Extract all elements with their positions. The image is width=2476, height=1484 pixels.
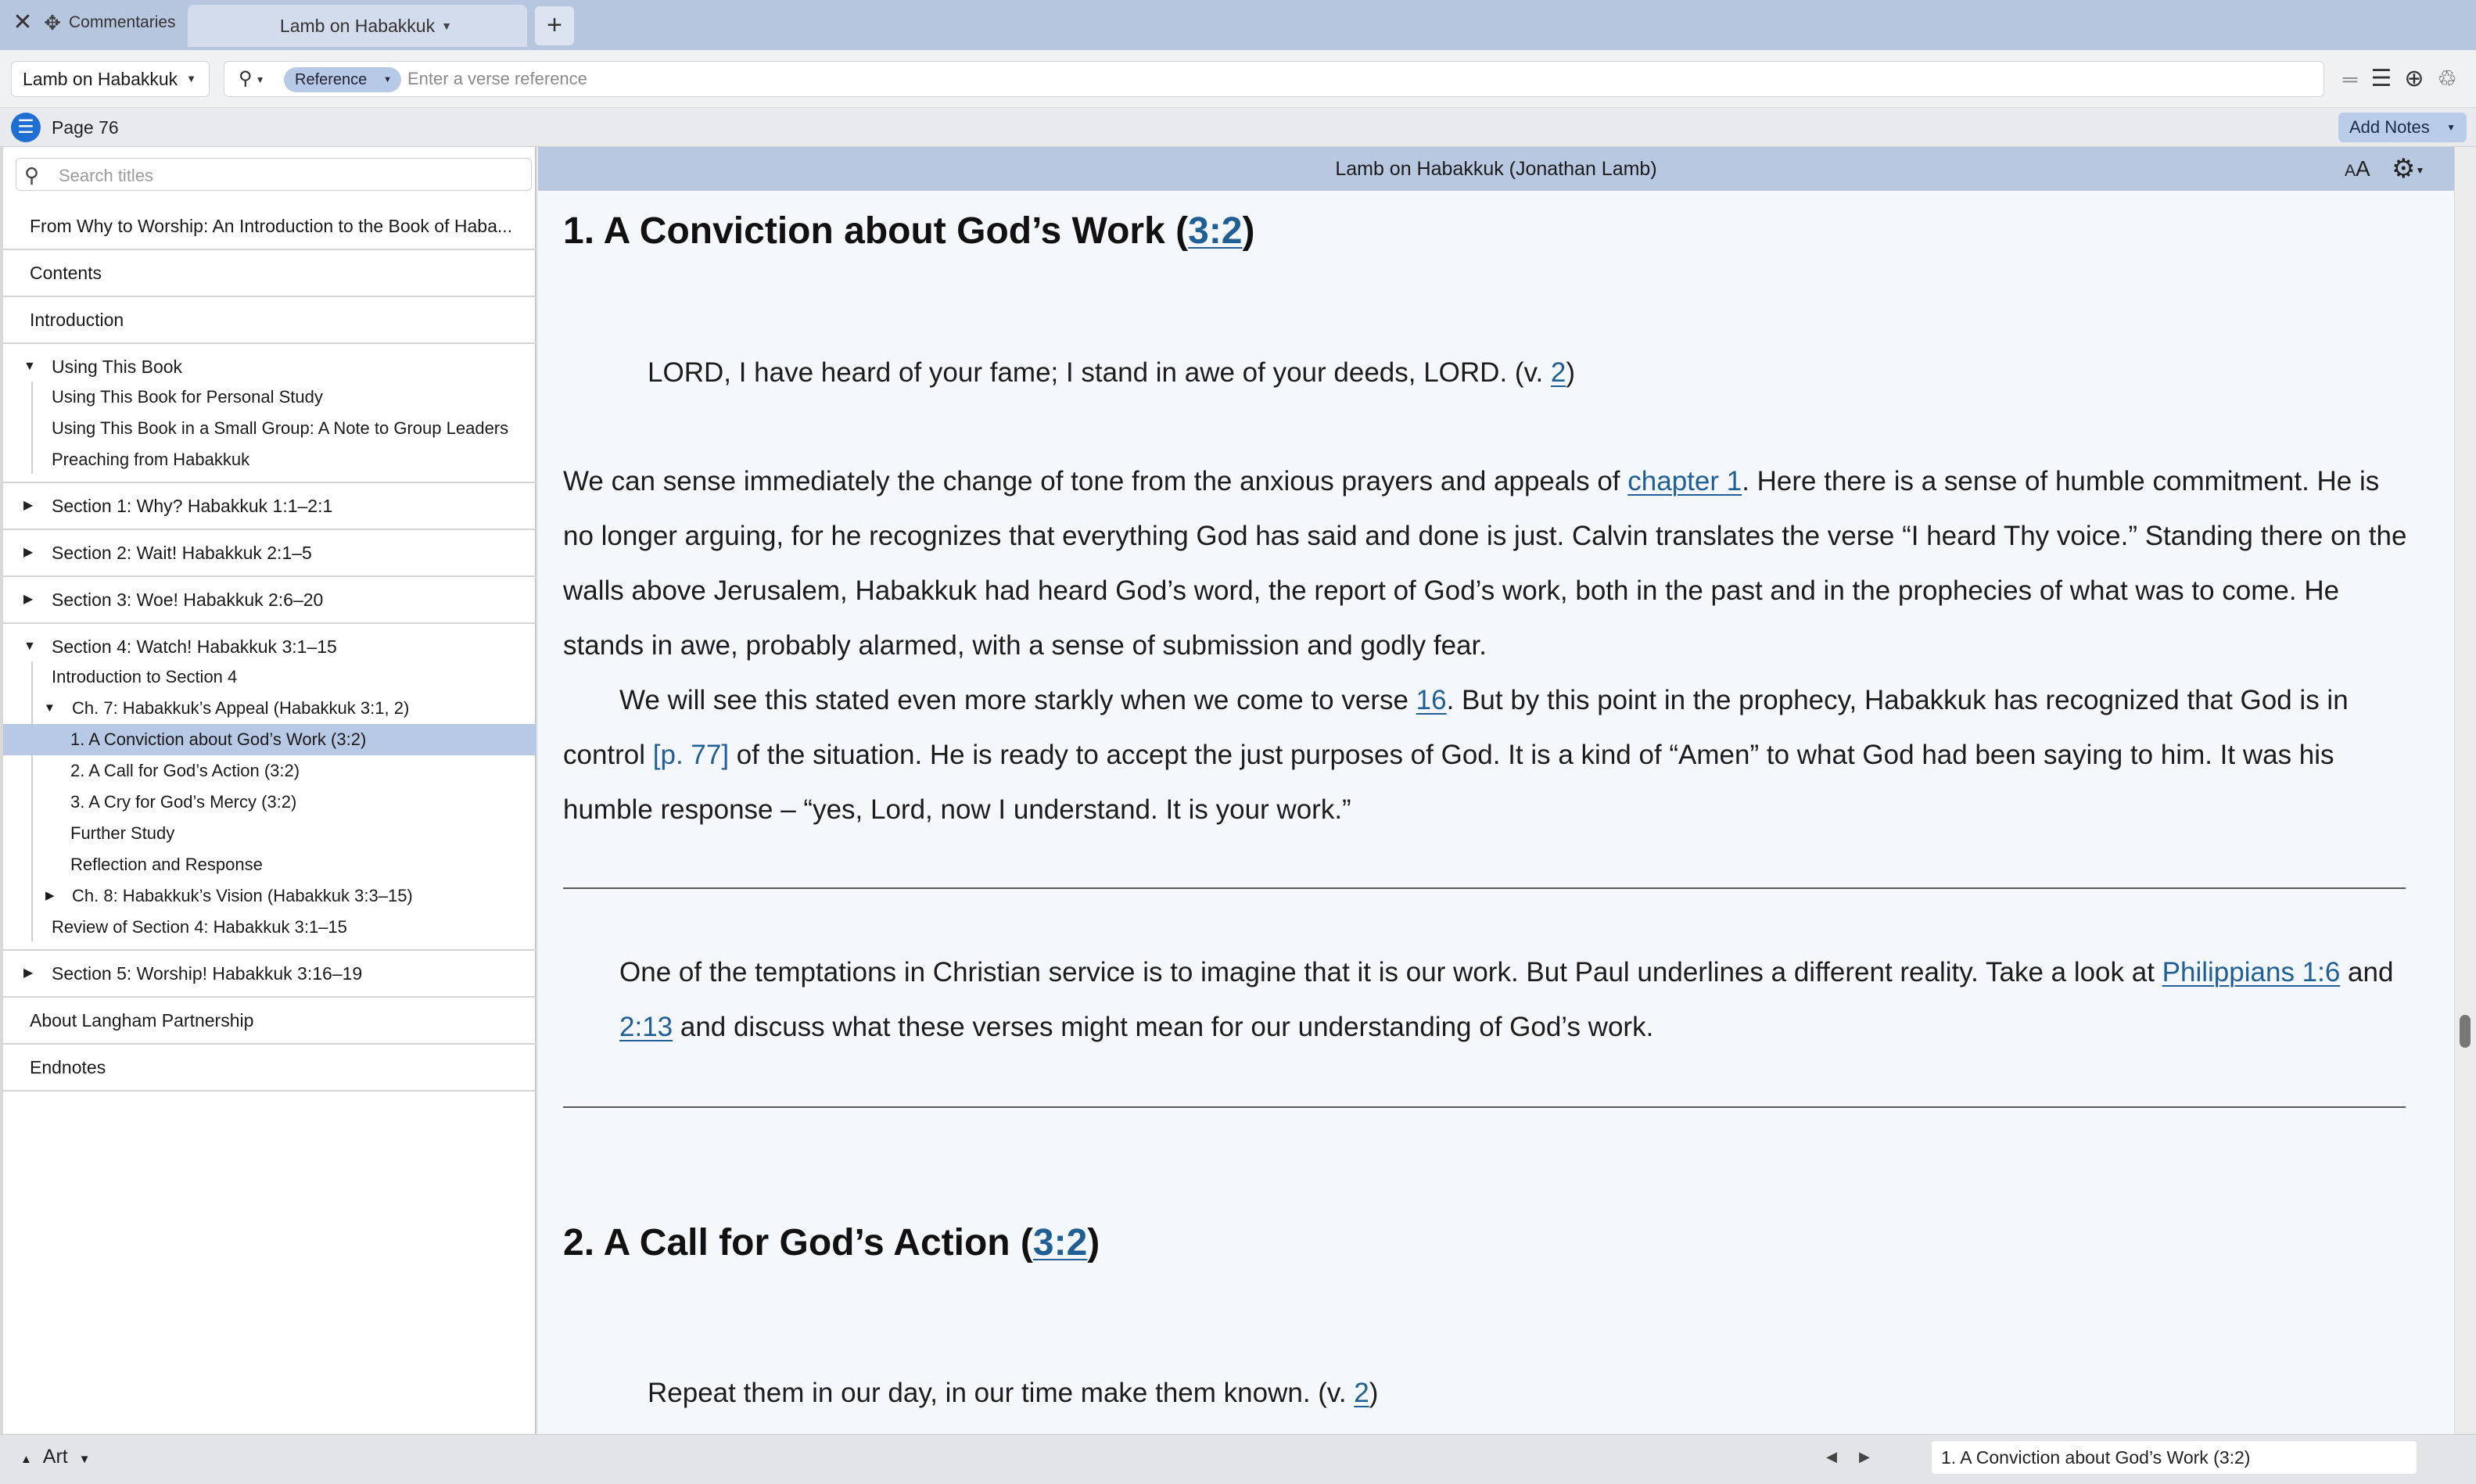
chevron-down-icon: ▼	[383, 75, 392, 84]
expanded-triangle-icon[interactable]: ▼	[44, 701, 56, 715]
toc-item-review-section-4[interactable]: Review of Section 4: Habakkuk 3:1–15	[52, 917, 347, 937]
toc-item-ch8[interactable]	[3, 880, 536, 912]
add-notes-button[interactable]	[2338, 113, 2467, 142]
panel-name: Commentaries	[69, 13, 176, 31]
toc-item-intro-section-4[interactable]: Introduction to Section 4	[52, 667, 238, 686]
verse-link[interactable]: 16	[1416, 685, 1447, 715]
toc-item-label: Ch. 7: Habakkuk’s Appeal (Habakkuk 3:1, 2)	[72, 698, 410, 718]
toc-item-contents[interactable]: Contents	[3, 250, 536, 297]
chapter-link[interactable]: chapter 1	[1627, 466, 1742, 496]
reflection-box-text: One of the temptations in Christian service is to imagine that it is our work. But Paul underlines a different reality. Take a look at Philippians 1:6 and 2:13 and discuss what these verses might mean for our understanding of God’s work.	[619, 957, 2394, 1042]
section-heading-2: 2. A Call for God’s Action (3:2)	[563, 1222, 1100, 1264]
search-icon: ⚲	[24, 163, 40, 187]
toc-item-section-1[interactable]	[3, 483, 536, 530]
toc-item-label: Section 1: Why? Habakkuk 1:1–2:1	[52, 496, 333, 516]
toolbar	[0, 50, 2476, 108]
reference-box	[224, 61, 2324, 97]
bible-link[interactable]: 3:2	[1188, 210, 1243, 252]
reference-input[interactable]	[406, 63, 2283, 95]
resource-selector[interactable]	[11, 61, 210, 97]
bible-link[interactable]: 3:2	[1032, 1222, 1088, 1264]
previous-location-icon[interactable]: ◀	[1826, 1449, 1837, 1464]
toc-item-call[interactable]: 2. A Call for God’s Action (3:2)	[70, 761, 300, 780]
resource-title: Lamb on Habakkuk (Jonathan Lamb)	[1335, 158, 1657, 180]
next-location-icon[interactable]: ▶	[1859, 1449, 1870, 1464]
reference-type-label: Reference	[295, 71, 368, 88]
add-panel-icon[interactable]: ⊕	[2404, 66, 2424, 91]
resource-selector-label: Lamb on Habakkuk	[23, 69, 178, 89]
expanded-triangle-icon[interactable]: ▼	[23, 640, 36, 653]
scroll-thumb[interactable]	[2460, 1015, 2471, 1048]
toc-item-label: Ch. 8: Habakkuk’s Vision (Habakkuk 3:3–15)	[72, 886, 413, 905]
toc-item-section-4[interactable]	[3, 624, 536, 661]
title-search-input[interactable]	[57, 162, 522, 190]
toc-item-small-group[interactable]: Using This Book in a Small Group: A Note to Group Leaders	[52, 418, 509, 438]
collapsed-triangle-icon[interactable]: ▶	[23, 966, 34, 980]
page-bar	[0, 108, 2476, 147]
tab-dropdown-icon[interactable]: ▼	[441, 20, 452, 32]
scripture-quote: Repeat them in our day, in our time make them known. (v. 2)	[648, 1378, 1379, 1408]
page-link[interactable]: [p. 77]	[652, 740, 730, 770]
collapsed-triangle-icon[interactable]: ▶	[23, 593, 34, 606]
toc-item-label: Using This Book	[52, 357, 183, 377]
toc-item-introduction[interactable]: Introduction	[3, 297, 536, 344]
verse-link[interactable]: 2	[1354, 1378, 1369, 1408]
chevron-down-icon: ▼	[2446, 122, 2456, 133]
parallel-resources-icon[interactable]: ═	[2342, 67, 2358, 91]
chevron-down-icon: ▼	[78, 1453, 91, 1466]
toc-item-label: Section 4: Watch! Habakkuk 3:1–15	[52, 636, 337, 657]
toc-group-using-book	[3, 344, 536, 483]
panel-menu-icon[interactable]: ✥	[44, 11, 61, 34]
divider	[563, 1106, 2406, 1108]
toc-item-label: Section 5: Worship! Habakkuk 3:16–19	[52, 963, 363, 984]
expanded-triangle-icon[interactable]: ▼	[23, 360, 36, 373]
page-number: Page 76	[52, 117, 119, 138]
divider	[563, 887, 2406, 889]
visual-filters-icon[interactable]: ☰	[2370, 66, 2392, 91]
toc-item-reflection[interactable]: Reflection and Response	[70, 855, 263, 874]
title-search-box	[16, 158, 532, 191]
reader-scrollbar[interactable]	[2454, 147, 2476, 1434]
chevron-down-icon: ▼	[186, 73, 196, 84]
body-paragraph-1: We can sense immediately the change of tone from the anxious prayers and appeals of chapter 1. Here there is a sense of humble commitment. He is no longer arguing, for he recognizes that everything God has said and done is just. Calvin translates the verse “I heard Thy voice.” Standing there on the walls above Jerusalem, Habakkuk had heard God’s word, the report of God’s work, both in the past and in the prophecies of what was to come. He stands in awe, probably alarmed, with a sense of submission and godly fear.	[563, 466, 2407, 661]
toc-group-section-4	[3, 624, 536, 951]
reference-type-pill[interactable]	[284, 67, 401, 92]
close-panel-icon[interactable]: ✕	[13, 9, 33, 35]
sync-icon[interactable]: ♲	[2437, 66, 2457, 91]
tab-bar	[0, 0, 2476, 50]
bible-link[interactable]: Philippians 1:6	[2162, 957, 2341, 988]
toc-item-preaching[interactable]: Preaching from Habakkuk	[52, 450, 250, 469]
art-label: Art	[42, 1446, 68, 1468]
tab-lamb-on-habakkuk[interactable]	[188, 5, 527, 47]
toc-item-intro-title[interactable]: From Why to Worship: An Introduction to the Book of Haba...	[3, 203, 536, 250]
toc-sidebar	[0, 147, 536, 1434]
status-bar	[0, 1434, 2476, 1484]
collapsed-triangle-icon[interactable]: ▶	[23, 499, 34, 512]
toc-item-section-3[interactable]	[3, 577, 536, 624]
toc-item-cry[interactable]: 3. A Cry for God’s Mercy (3:2)	[70, 792, 297, 812]
chevron-up-icon: ▲	[20, 1453, 32, 1466]
section-heading-1: 1. A Conviction about God’s Work (3:2)	[563, 210, 1255, 252]
scripture-quote: LORD, I have heard of your fame; I stand in awe of your deeds, LORD. (v. 2)	[648, 357, 1576, 388]
toc-item-section-5[interactable]	[3, 951, 536, 998]
toc-item-langham[interactable]: About Langham Partnership	[3, 998, 536, 1045]
tab-label: Lamb on Habakkuk	[279, 16, 436, 36]
body-paragraph-2: We will see this stated even more starkly when we come to verse 16. But by this point in the prophecy, Habakkuk has recognized that God is in control [p. 77] of the situation. He is ready to accept the just purposes of God. It is a kind of “Amen” to what God had been saying to him. It was his humble response – “yes, Lord, now I understand. It is your work.”	[563, 685, 2349, 825]
toc-item-label: Section 3: Woe! Habakkuk 2:6–20	[52, 590, 324, 610]
verse-link[interactable]: 2	[1550, 357, 1566, 388]
toc-item-ch7[interactable]	[3, 693, 536, 724]
table-of-contents-icon[interactable]: ☰	[11, 113, 41, 142]
toc-item-personal-study[interactable]: Using This Book for Personal Study	[52, 387, 323, 407]
gear-icon[interactable]: ⚙▼	[2392, 154, 2425, 184]
new-tab-button[interactable]: +	[535, 6, 574, 45]
collapsed-triangle-icon[interactable]: ▶	[45, 889, 55, 902]
toc-item-section-2[interactable]	[3, 530, 536, 577]
bible-link[interactable]: 2:13	[619, 1012, 673, 1042]
collapsed-triangle-icon[interactable]: ▶	[23, 546, 34, 559]
reader-content	[538, 191, 2454, 1434]
toc-item-using-book[interactable]	[3, 344, 536, 382]
font-size-icon[interactable]: AA	[2345, 156, 2370, 181]
toc-tree	[3, 203, 536, 1423]
toc-item-further-study[interactable]: Further Study	[70, 823, 175, 843]
toc-item-label: Section 2: Wait! Habakkuk 2:1–5	[52, 543, 312, 563]
current-location[interactable]: 1. A Conviction about God’s Work (3:2)	[1932, 1441, 2417, 1474]
toc-item-conviction[interactable]: 1. A Conviction about God’s Work (3:2)	[3, 724, 536, 755]
add-notes-label: Add Notes	[2349, 117, 2430, 137]
search-icon[interactable]: ⚲ ▼	[239, 68, 265, 89]
reader-header	[538, 147, 2454, 191]
toc-item-endnotes[interactable]: Endnotes	[3, 1045, 536, 1091]
art-toggle[interactable]	[20, 1435, 90, 1479]
